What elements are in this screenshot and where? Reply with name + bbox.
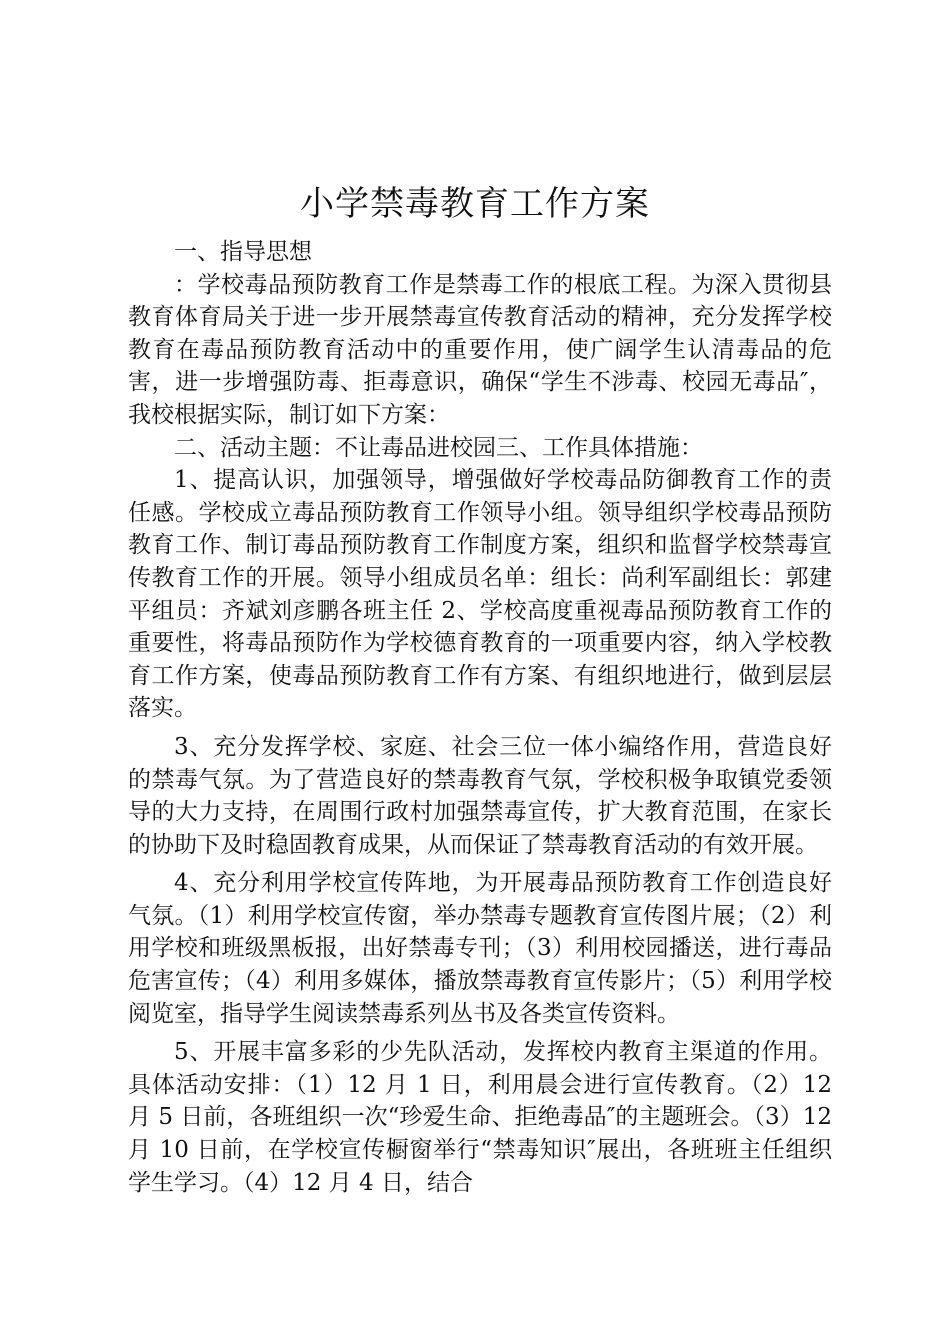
paragraph-guiding-ideology: ：学校毒品预防教育工作是禁毒工作的根底工程。为深入贯彻县教育体育局关于进一步开展禁毒宣传教育活动的精神，充分发挥学校教育在毒品预防教育活动中的重要作用，使广阔学生认清毒品的危害，进一步增强防毒、拒毒意识，确保“学生不涉毒、校园无毒品″，我校根据实际，制订如下方案： [128,271,832,428]
document-body [128,236,832,1199]
paragraph-measure-1-2: 1、提高认识，加强领导，增强做好学校毒品防御教育工作的责任感。学校成立毒品预防教育工作领导小组。领导组织学校毒品预防教育工作、制订毒品预防教育工作制度方案，组织和监督学校禁毒宣传教育工作的开展。领导小组成员名单：组长：尚利军副组长：郭建平组员：齐斌刘彦鹏各班主任 2、学校高度重视毒品预防教育工作的重要性，将毒品预防作为学校德育教育的一项重要内容，纳入学校教育工作方案，使毒品预防教育工作有方案、有组织地进行，做到层层落实。 [128,467,832,722]
paragraph-measure-3: 3、充分发挥学校、家庭、社会三位一体小编络作用，营造良好的禁毒气氛。为了营造良好的禁毒教育气氛，学校积极争取镇党委领导的大力支持，在周围行政村加强禁毒宣传，扩大教育范围，在家长的协助下及时稳固教育成果，从而保证了禁毒教育活动的有效开展。 [128,733,832,858]
paragraph-measure-5: 5、开展丰富多彩的少先队活动，发挥校内教育主渠道的作用。具体活动安排：（1）12 月 1 日，利用晨会进行宣传教育。（2）12 月 5 日前，各班组织一次“珍爱生命、拒绝毒品″的主题班会。（3）12 月 10 日前，在学校宣传橱窗举行“禁毒知识″展出，各班班主任组织学生学习。（4）12 月 4 日，结合 [128,1039,832,1196]
section-heading-guiding-ideology: 一、指导思想 [174,239,312,265]
paragraph-measure-4: 4、充分利用学校宣传阵地，为开展毒品预防教育工作创造良好气氛。（1）利用学校宣传窗，举办禁毒专题教育宣传图片展；（2）利用学校和班级黑板报，出好禁毒专刊；（3）利用校园播送，进行毒品危害宣传；（4）利用多媒体，播放禁毒教育宣传影片；（5）利用学校阅览室，指导学生阅读禁毒系列丛书及各类宣传资料。 [128,870,832,1027]
document-title: 小学禁毒教育工作方案 [300,184,650,224]
section-heading-theme-measures: 二、活动主题：不让毒品进校园三、工作具体措施： [174,434,703,461]
